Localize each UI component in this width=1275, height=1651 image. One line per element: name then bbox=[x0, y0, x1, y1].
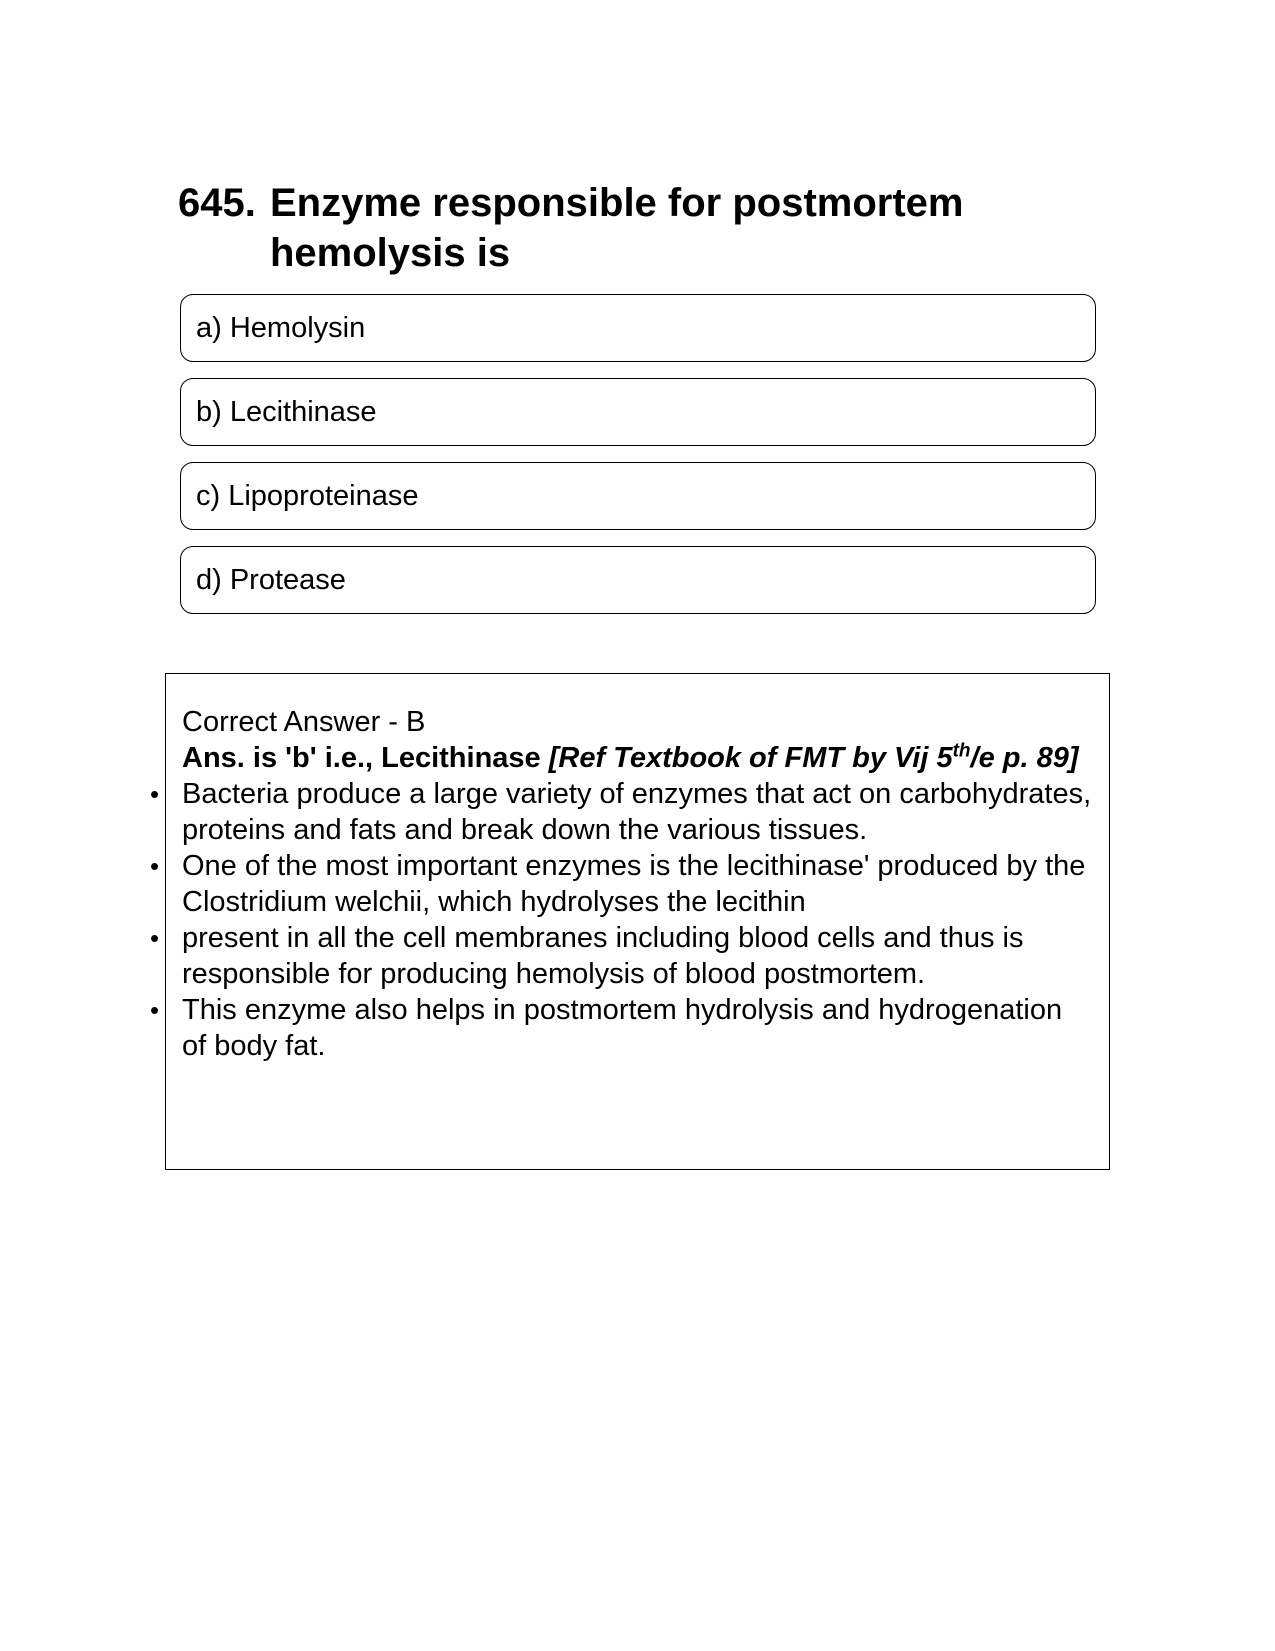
bullet-icon: • bbox=[150, 851, 160, 881]
reference-citation bbox=[549, 742, 1079, 774]
reference-superscript: th bbox=[952, 740, 971, 762]
answer-content bbox=[150, 704, 1092, 1064]
option-a[interactable]: a) Hemolysin bbox=[180, 294, 1096, 362]
question-number: 645. bbox=[178, 181, 256, 225]
list-item bbox=[150, 920, 1092, 992]
point-text: One of the most important enzymes is the lecithinase' produced by the Clostridium welchii, which hydrolyses the lecithin bbox=[182, 850, 1086, 918]
question-text: Enzyme responsible for postmortem hemolysis is bbox=[270, 181, 964, 275]
answer-statement: Ans. is 'b' i.e., Lecithinase bbox=[182, 742, 549, 774]
list-item bbox=[150, 776, 1092, 848]
point-text: This enzyme also helps in postmortem hydrolysis and hydrogenation of body fat. bbox=[182, 994, 1063, 1062]
answer-explanation-box bbox=[150, 673, 1110, 1170]
reference-page: /e p. 89] bbox=[970, 742, 1079, 774]
answer-reference-line bbox=[182, 740, 1092, 776]
question-heading bbox=[178, 178, 1078, 278]
option-c[interactable]: c) Lipoproteinase bbox=[180, 462, 1096, 530]
option-d[interactable]: d) Protease bbox=[180, 546, 1096, 614]
options-list bbox=[180, 294, 1096, 630]
point-text: present in all the cell membranes including blood cells and thus is responsible for producing hemolysis of blood postmortem. bbox=[182, 922, 1024, 990]
point-text: Bacteria produce a large variety of enzymes that act on carbohydrates, proteins and fats and break down the various tissues. bbox=[182, 778, 1092, 846]
correct-answer-line: Correct Answer - B bbox=[182, 706, 426, 738]
explanation-points bbox=[150, 776, 1092, 1064]
bullet-icon: • bbox=[150, 923, 160, 953]
reference-text: [Ref Textbook of FMT by Vij 5 bbox=[548, 742, 953, 774]
list-item bbox=[150, 848, 1092, 920]
list-item bbox=[150, 992, 1092, 1064]
bullet-icon: • bbox=[150, 995, 160, 1025]
bullet-icon: • bbox=[150, 779, 160, 809]
option-b[interactable]: b) Lecithinase bbox=[180, 378, 1096, 446]
